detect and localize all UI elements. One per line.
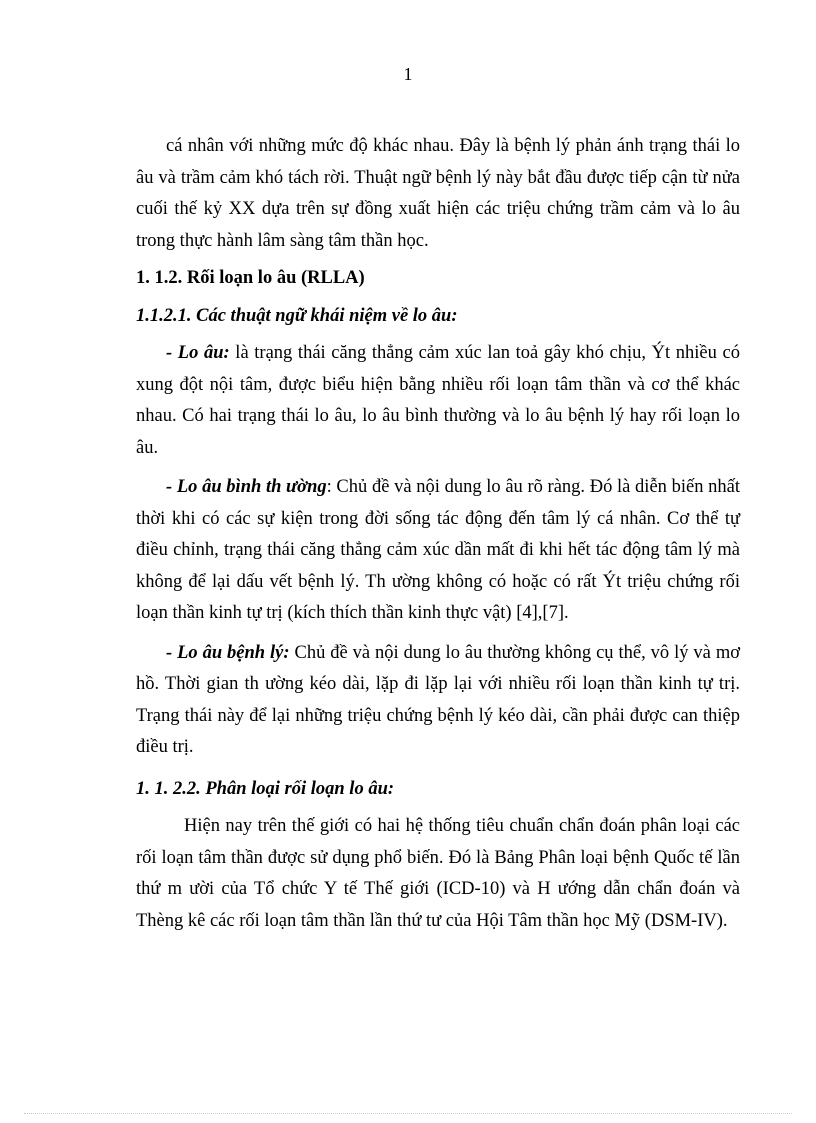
definition-normal-anxiety: : Chủ đề và nội dung lo âu rõ ràng. Đó là diễn biến nhất thời khi có các sự kiện trong đời sống tác động đến tâm lý cá nhân. Cơ thể tự điều chỉnh, trạng thái căng thẳng cảm xúc dần mất đi khi hết tác động tâm lý mà không để lại dấu vết bệnh lý. Th ường không có hoặc có rất Ýt triệu chứng rối loạn thần kinh tự trị (kích thích thần kinh thực vật) [4],[7]. xyxy=(136,477,740,623)
paragraph-classification: Hiện nay trên thế giới có hai hệ thống tiêu chuẩn chẩn đoán phân loại các rối loạn tâm thần được sử dụng phổ biến. Đó là Bảng Phân loại bệnh Quốc tế lần thứ m ười của Tổ chức Y tế Thế giới (ICD-10) và H ướng dẫn chẩn đoán và Thèng kê các rối loạn tâm thần lần thứ tư của Hội Tâm thần học Mỹ (DSM-IV). xyxy=(136,816,740,931)
page-bottom-divider xyxy=(24,1113,792,1114)
definition-anxiety: là trạng thái căng thẳng cảm xúc lan toả gây khó chịu, Ýt nhiều có xung đột nội tâm, được biểu hiện bằng nhiều rối loạn tâm thần và cơ thể khác nhau. Có hai trạng thái lo âu, lo âu bình thường và lo âu bệnh lý hay rối loạn lo âu. xyxy=(136,343,740,458)
subsection-heading-terminology: 1.1.2.1. Các thuật ngữ khái niệm về lo âu: xyxy=(136,305,458,326)
term-normal-anxiety: - Lo âu bình th ường xyxy=(166,477,327,497)
paragraph-normal-anxiety xyxy=(136,472,740,630)
document-body xyxy=(136,131,740,937)
term-pathological-anxiety: - Lo âu bệnh lý: xyxy=(166,642,290,663)
paragraph-anxiety-definition xyxy=(136,338,740,464)
term-anxiety: - Lo âu: xyxy=(166,343,230,363)
definition-pathological-anxiety: Chủ đề và nội dung lo âu thường không cụ thể, vô lý và mơ hồ. Thời gian th ường kéo dài, lặp đi lặp lại với nhiều rối loạn thần kinh tự trị. Trạng thái này để lại những triệu chứng bệnh lý kéo dài, cần phải được can thiệp điều trị. xyxy=(136,642,740,757)
page-number: 1 xyxy=(403,64,413,84)
section-heading-anxiety-disorders: 1. 1.2. Rối loạn lo âu (RLLA) xyxy=(136,268,365,288)
paragraph-pathological-anxiety xyxy=(136,638,740,764)
paragraph-intro: cá nhân với những mức độ khác nhau. Đây là bệnh lý phản ánh trạng thái lo âu và trầm cảm khó tách rời. Thuật ngữ bệnh lý này bắt đầu được tiếp cận từ nửa cuối thế kỷ XX dựa trên sự đồng xuất hiện các triệu chứng trầm cảm và lo âu trong thực hành lâm sàng tâm thần học. xyxy=(136,136,740,251)
subsection-heading-classification: 1. 1. 2.2. Phân loại rối loạn lo âu: xyxy=(136,778,395,799)
